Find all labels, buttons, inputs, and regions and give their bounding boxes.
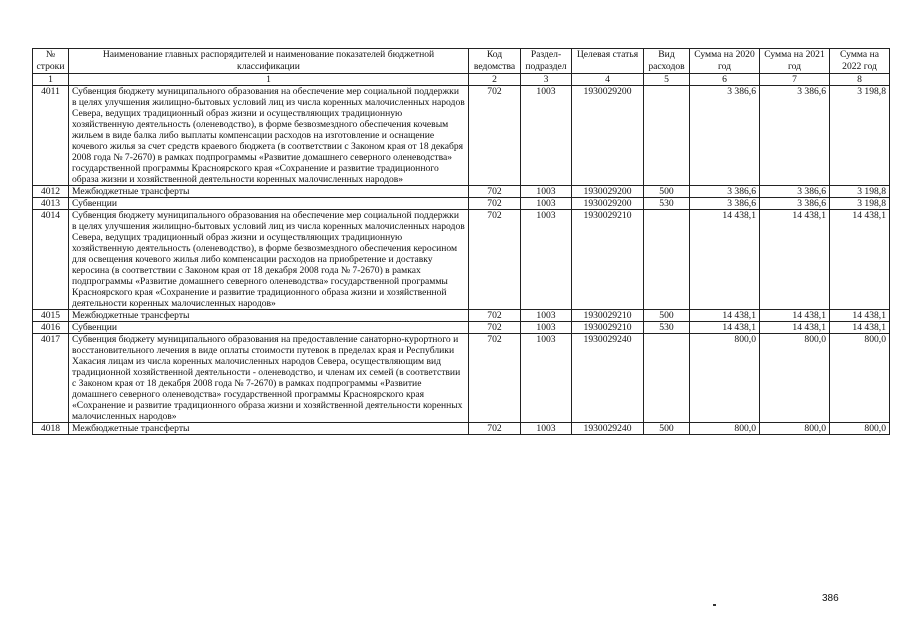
scan-mark (713, 604, 716, 606)
sum-2020: 14 438,1 (690, 322, 760, 334)
header-section: Раздел-подраздел (521, 49, 572, 74)
sum-2020: 14 438,1 (690, 310, 760, 322)
sum-2021: 14 438,1 (760, 310, 830, 322)
dept-code: 702 (469, 86, 521, 186)
table-row (33, 186, 890, 198)
row-name: Субвенция бюджету муниципального образования на предоставление санаторно-курортного и восстановительного лечения в виде оплаты стоимости путевок в пределах края и Республики Хакасия лицам из числа коренных малочисленных народов Севера, осуществляющим вид традиционной хозяйственной деятельности - оленеводство, и членам их семей (в соответствии с Законом края от 18 декабря 2008 года № 7-2670) в рамках подпрограммы «Развитие домашнего северного оленеводства» государственной программы Красноярского края «Сохранение и развитие традиционного образа жизни и хозяйственной деятельности коренных малочисленных народов» (69, 334, 469, 423)
expense-type (644, 86, 690, 186)
section-code: 1003 (521, 423, 572, 435)
dept-code: 702 (469, 334, 521, 423)
sum-2021: 3 386,6 (760, 198, 830, 210)
page-number: 386 (822, 593, 839, 604)
dept-code: 702 (469, 210, 521, 310)
row-number: 4018 (33, 423, 69, 435)
row-name: Межбюджетные трансферты (69, 186, 469, 198)
header-expense-type: Вид расходов (644, 49, 690, 74)
header-row-number: № строки (33, 49, 69, 74)
sum-2020: 14 438,1 (690, 210, 760, 310)
row-number: 4016 (33, 322, 69, 334)
section-code: 1003 (521, 334, 572, 423)
section-code: 1003 (521, 310, 572, 322)
section-code: 1003 (521, 198, 572, 210)
expense-type (644, 210, 690, 310)
sum-2021: 14 438,1 (760, 322, 830, 334)
section-code: 1003 (521, 210, 572, 310)
target-article: 1930029210 (572, 322, 644, 334)
sum-2021: 3 386,6 (760, 186, 830, 198)
expense-type: 500 (644, 310, 690, 322)
row-name: Субвенция бюджету муниципального образования на обеспечение мер социальной поддержки в целях улучшения жилищно-бытовых условий лиц из числа коренных малочисленных народов Севера, ведущих традиционный образ жизни и осуществляющих традиционную хозяйственную деятельность (оленеводство), в форме безвозмездного обеспечения керосином для освещения кочевого жилья либо компенсации расходов на приобретение и доставку керосина (в соответствии с Законом края от 18 декабря 2008 года № 7-2670) в рамках подпрограммы «Развитие домашнего северного оленеводства» государственной программы Красноярского края «Сохранение и развитие традиционного образа жизни и хозяйственной деятельности коренных малочисленных народов» (69, 210, 469, 310)
sum-2022: 3 198,8 (830, 186, 890, 198)
header-sum-2020: Сумма на 2020 год (690, 49, 760, 74)
sum-2021: 800,0 (760, 423, 830, 435)
sum-2020: 800,0 (690, 423, 760, 435)
column-number: 4 (572, 74, 644, 86)
table-row (33, 198, 890, 210)
dept-code: 702 (469, 310, 521, 322)
dept-code: 702 (469, 198, 521, 210)
dept-code: 702 (469, 423, 521, 435)
sum-2022: 800,0 (830, 423, 890, 435)
column-number-row (33, 74, 890, 86)
expense-type: 500 (644, 186, 690, 198)
row-name: Субвенции (69, 322, 469, 334)
expense-type (644, 334, 690, 423)
table-row (33, 210, 890, 310)
row-number: 4017 (33, 334, 69, 423)
row-number: 4014 (33, 210, 69, 310)
row-name: Субвенция бюджету муниципального образования на обеспечение мер социальной поддержки в целях улучшения жилищно-бытовых условий лиц из числа коренных малочисленных народов Севера, ведущих традиционный образ жизни и осуществляющих традиционную хозяйственную деятельность (оленеводство), в форме безвозмездного обеспечения кочевым жильем в виде балка либо выплаты компенсации расходов на изготовление и оснащение кочевого жилья за счет средств краевого бюджета (в соответствии с Законом края от 18 декабря 2008 года № 7-2670) в рамках подпрограммы «Развитие домашнего северного оленеводства» государственной программы Красноярского края «Сохранение и развитие традиционного образа жизни и хозяйственной деятельности коренных малочисленных народов» (69, 86, 469, 186)
sum-2020: 800,0 (690, 334, 760, 423)
row-name: Субвенции (69, 198, 469, 210)
row-number: 4015 (33, 310, 69, 322)
expense-type: 530 (644, 198, 690, 210)
column-number: 1 (69, 74, 469, 86)
sum-2022: 14 438,1 (830, 322, 890, 334)
header-target-article: Целевая статья (572, 49, 644, 74)
row-name: Межбюджетные трансферты (69, 310, 469, 322)
sum-2022: 14 438,1 (830, 310, 890, 322)
table-row (33, 310, 890, 322)
column-number: 8 (830, 74, 890, 86)
column-number: 7 (760, 74, 830, 86)
header-name: Наименование главных распорядителей и наименование показателей бюджетной классификации (69, 49, 469, 74)
table-row (33, 322, 890, 334)
header-dept-code: Код ведомства (469, 49, 521, 74)
sum-2021: 14 438,1 (760, 210, 830, 310)
table-row (33, 334, 890, 423)
sum-2020: 3 386,6 (690, 86, 760, 186)
table-row (33, 423, 890, 435)
header-sum-2022: Сумма на 2022 год (830, 49, 890, 74)
column-number: 5 (644, 74, 690, 86)
sum-2020: 3 386,6 (690, 198, 760, 210)
target-article: 1930029200 (572, 86, 644, 186)
sum-2022: 800,0 (830, 334, 890, 423)
row-number: 4013 (33, 198, 69, 210)
column-number: 2 (469, 74, 521, 86)
table-row (33, 86, 890, 186)
sum-2021: 3 386,6 (760, 86, 830, 186)
budget-table (32, 48, 890, 435)
column-number: 3 (521, 74, 572, 86)
target-article: 1930029200 (572, 198, 644, 210)
target-article: 1930029240 (572, 334, 644, 423)
header-row (33, 49, 890, 74)
dept-code: 702 (469, 322, 521, 334)
target-article: 1930029210 (572, 310, 644, 322)
expense-type: 500 (644, 423, 690, 435)
target-article: 1930029210 (572, 210, 644, 310)
section-code: 1003 (521, 86, 572, 186)
sum-2020: 3 386,6 (690, 186, 760, 198)
target-article: 1930029200 (572, 186, 644, 198)
row-number: 4011 (33, 86, 69, 186)
dept-code: 702 (469, 186, 521, 198)
target-article: 1930029240 (572, 423, 644, 435)
sum-2022: 3 198,8 (830, 198, 890, 210)
row-name: Межбюджетные трансферты (69, 423, 469, 435)
column-number: 6 (690, 74, 760, 86)
column-number: 1 (33, 74, 69, 86)
section-code: 1003 (521, 322, 572, 334)
sum-2021: 800,0 (760, 334, 830, 423)
sum-2022: 14 438,1 (830, 210, 890, 310)
header-sum-2021: Сумма на 2021 год (760, 49, 830, 74)
expense-type: 530 (644, 322, 690, 334)
sum-2022: 3 198,8 (830, 86, 890, 186)
section-code: 1003 (521, 186, 572, 198)
row-number: 4012 (33, 186, 69, 198)
